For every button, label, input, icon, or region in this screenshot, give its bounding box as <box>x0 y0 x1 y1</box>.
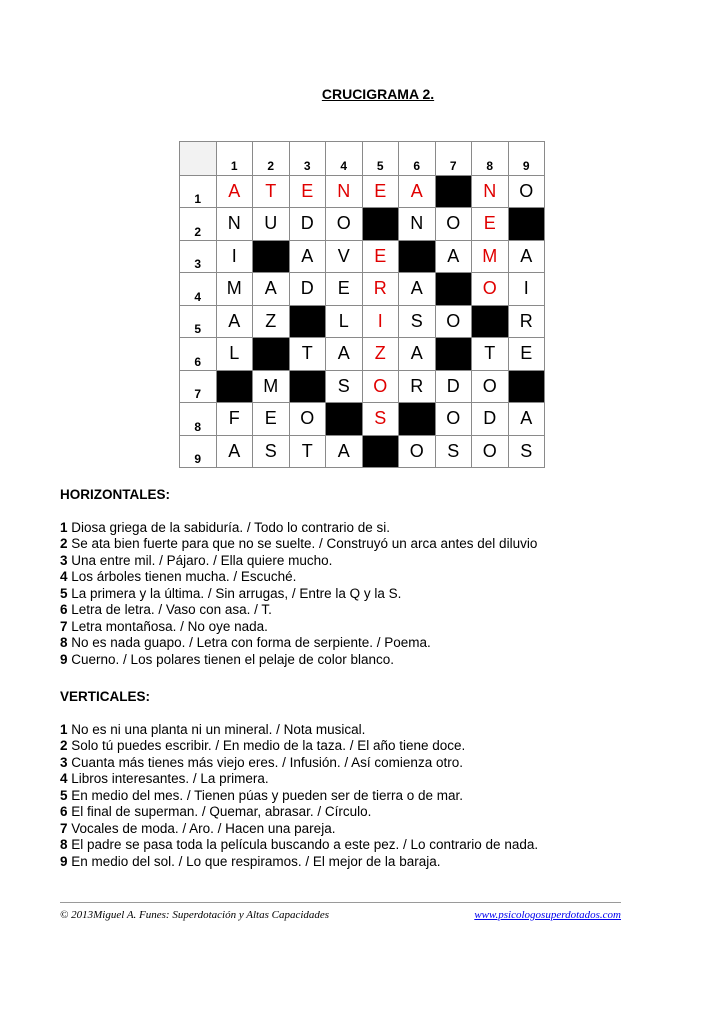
clue-text: No es nada guapo. / Letra con forma de serpiente. / Poema. <box>71 635 431 650</box>
black-cell <box>289 305 326 338</box>
clue-text: En medio del mes. / Tienen púas y pueden ser de tierra o de mar. <box>71 787 464 803</box>
letter-cell: O <box>326 208 363 241</box>
clue-number: 5 <box>60 585 68 601</box>
clue-item <box>60 652 537 669</box>
letter-cell: A <box>326 435 363 468</box>
black-cell <box>435 338 472 371</box>
letter-cell: Z <box>253 305 290 338</box>
clue-number: 8 <box>60 635 68 650</box>
letter-cell: S <box>362 403 399 436</box>
row-header: 5 <box>180 305 217 338</box>
clue-item <box>60 520 537 537</box>
horizontales-heading: HORIZONTALES: <box>60 487 170 502</box>
letter-cell: R <box>362 273 399 306</box>
black-cell <box>289 370 326 403</box>
row-header: 6 <box>180 338 217 371</box>
letter-cell: A <box>216 305 253 338</box>
clue-item <box>60 602 537 619</box>
clue-text: Letra montañosa. / No oye nada. <box>71 618 268 634</box>
letter-cell: L <box>216 338 253 371</box>
clue-number: 5 <box>60 787 68 803</box>
letter-cell: S <box>508 435 545 468</box>
clue-number: 7 <box>60 820 68 836</box>
clue-number: 9 <box>60 853 68 869</box>
page-title: CRUCIGRAMA 2. <box>321 86 435 102</box>
letter-cell: D <box>289 273 326 306</box>
column-header: 6 <box>399 142 436 176</box>
crossword-grid <box>179 141 545 468</box>
letter-cell: E <box>289 175 326 208</box>
letter-cell: T <box>253 175 290 208</box>
clue-item <box>60 738 538 755</box>
letter-cell: A <box>216 435 253 468</box>
clue-number: 4 <box>60 771 68 786</box>
letter-cell: A <box>399 175 436 208</box>
clue-item <box>60 804 538 821</box>
letter-cell: M <box>472 240 509 273</box>
clue-item <box>60 837 538 854</box>
letter-cell: S <box>399 305 436 338</box>
clue-text: Cuanta más tienes más viejo eres. / Infusión. / Así comienza otro. <box>71 754 463 770</box>
column-header: 3 <box>289 142 326 176</box>
column-header: 2 <box>253 142 290 176</box>
letter-cell: M <box>216 273 253 306</box>
clue-text: Libros interesantes. / La primera. <box>71 771 269 786</box>
letter-cell: L <box>326 305 363 338</box>
letter-cell: S <box>435 435 472 468</box>
letter-cell: U <box>253 208 290 241</box>
row-header: 9 <box>180 435 217 468</box>
letter-cell: F <box>216 403 253 436</box>
letter-cell: R <box>399 370 436 403</box>
clue-item <box>60 635 537 652</box>
black-cell <box>435 273 472 306</box>
footer-website-link[interactable]: www.psicologosuperdotados.com <box>474 909 621 921</box>
letter-cell: I <box>216 240 253 273</box>
footer-copyright: © 2013Miguel A. Funes: Superdotación y Altas Capacidades <box>60 909 330 921</box>
letter-cell: I <box>362 305 399 338</box>
clue-number: 2 <box>60 738 68 753</box>
letter-cell: A <box>435 240 472 273</box>
letter-cell: I <box>508 273 545 306</box>
column-header: 7 <box>435 142 472 176</box>
letter-cell: E <box>326 273 363 306</box>
clue-text: Letra de letra. / Vaso con asa. / T. <box>71 602 272 617</box>
column-header: 4 <box>326 142 363 176</box>
letter-cell: T <box>289 435 326 468</box>
clue-text: Cuerno. / Los polares tienen el pelaje de color blanco. <box>71 651 394 667</box>
letter-cell: E <box>253 403 290 436</box>
black-cell <box>472 305 509 338</box>
clue-item <box>60 854 538 871</box>
letter-cell: E <box>472 208 509 241</box>
letter-cell: A <box>289 240 326 273</box>
verticales-heading: VERTICALES: <box>60 689 151 704</box>
letter-cell: R <box>508 305 545 338</box>
footer-divider <box>60 902 621 903</box>
black-cell <box>253 240 290 273</box>
black-cell <box>362 435 399 468</box>
clue-number: 3 <box>60 552 68 568</box>
letter-cell: E <box>362 175 399 208</box>
horizontales-list <box>60 520 537 669</box>
letter-cell: D <box>435 370 472 403</box>
letter-cell: D <box>289 208 326 241</box>
clue-number: 4 <box>60 569 68 584</box>
verticales-list <box>60 722 538 871</box>
row-header: 7 <box>180 370 217 403</box>
letter-cell: T <box>472 338 509 371</box>
clue-text: Se ata bien fuerte para que no se suelte. / Construyó un arca antes del diluvio <box>71 536 538 551</box>
letter-cell: O <box>435 208 472 241</box>
letter-cell: A <box>326 338 363 371</box>
black-cell <box>362 208 399 241</box>
clue-text: Solo tú puedes escribir. / En medio de la taza. / El año tiene doce. <box>71 738 466 753</box>
letter-cell: O <box>289 403 326 436</box>
black-cell <box>435 175 472 208</box>
letter-cell: E <box>362 240 399 273</box>
grid-corner <box>180 142 217 176</box>
clue-number: 1 <box>60 519 68 535</box>
black-cell <box>253 338 290 371</box>
row-header: 2 <box>180 208 217 241</box>
black-cell <box>399 403 436 436</box>
clue-text: En medio del sol. / Lo que respiramos. / El mejor de la baraja. <box>71 853 441 869</box>
letter-cell: A <box>399 273 436 306</box>
letter-cell: M <box>253 370 290 403</box>
column-header: 9 <box>508 142 545 176</box>
verticales-section <box>60 689 538 870</box>
clue-text: No es ni una planta ni un mineral. / Nota musical. <box>71 721 366 737</box>
column-header: 1 <box>216 142 253 176</box>
clue-number: 9 <box>60 651 68 667</box>
clue-item <box>60 553 537 570</box>
row-header: 8 <box>180 403 217 436</box>
clue-item <box>60 788 538 805</box>
clue-text: Una entre mil. / Pájaro. / Ella quiere mucho. <box>71 552 333 568</box>
letter-cell: O <box>508 175 545 208</box>
letter-cell: N <box>472 175 509 208</box>
letter-cell: V <box>326 240 363 273</box>
black-cell <box>508 370 545 403</box>
letter-cell: O <box>435 305 472 338</box>
clue-text: El final de superman. / Quemar, abrasar. / Círculo. <box>71 804 372 819</box>
clue-item <box>60 755 538 772</box>
clue-item <box>60 536 537 553</box>
clue-number: 2 <box>60 536 68 551</box>
letter-cell: N <box>326 175 363 208</box>
horizontales-section <box>60 487 537 668</box>
clue-item <box>60 771 538 788</box>
clue-item <box>60 619 537 636</box>
letter-cell: S <box>253 435 290 468</box>
clue-text: Los árboles tienen mucha. / Escuché. <box>71 569 297 584</box>
clue-item <box>60 586 537 603</box>
clue-text: El padre se pasa toda la película buscando a este pez. / Lo contrario de nada. <box>71 837 539 852</box>
row-header: 4 <box>180 273 217 306</box>
clue-number: 1 <box>60 721 68 737</box>
clue-number: 3 <box>60 754 68 770</box>
black-cell <box>216 370 253 403</box>
clue-number: 7 <box>60 618 68 634</box>
clue-number: 6 <box>60 804 68 819</box>
letter-cell: D <box>472 403 509 436</box>
letter-cell: N <box>216 208 253 241</box>
letter-cell: O <box>435 403 472 436</box>
letter-cell: S <box>326 370 363 403</box>
letter-cell: O <box>472 370 509 403</box>
black-cell <box>326 403 363 436</box>
column-header: 8 <box>472 142 509 176</box>
letter-cell: O <box>472 435 509 468</box>
column-header: 5 <box>362 142 399 176</box>
letter-cell: A <box>399 338 436 371</box>
clue-number: 6 <box>60 602 68 617</box>
letter-cell: O <box>472 273 509 306</box>
letter-cell: Z <box>362 338 399 371</box>
clue-item <box>60 722 538 739</box>
black-cell <box>399 240 436 273</box>
letter-cell: A <box>216 175 253 208</box>
black-cell <box>508 208 545 241</box>
letter-cell: A <box>508 240 545 273</box>
letter-cell: O <box>399 435 436 468</box>
letter-cell: T <box>289 338 326 371</box>
clue-number: 8 <box>60 837 68 852</box>
clue-text: La primera y la última. / Sin arrugas, / Entre la Q y la S. <box>71 585 402 601</box>
letter-cell: N <box>399 208 436 241</box>
clue-item <box>60 821 538 838</box>
row-header: 3 <box>180 240 217 273</box>
letter-cell: A <box>508 403 545 436</box>
letter-cell: O <box>362 370 399 403</box>
clue-item <box>60 569 537 586</box>
letter-cell: E <box>508 338 545 371</box>
clue-text: Diosa griega de la sabiduría. / Todo lo contrario de si. <box>71 519 390 535</box>
row-header: 1 <box>180 175 217 208</box>
clue-text: Vocales de moda. / Aro. / Hacen una pareja. <box>71 820 336 836</box>
letter-cell: A <box>253 273 290 306</box>
